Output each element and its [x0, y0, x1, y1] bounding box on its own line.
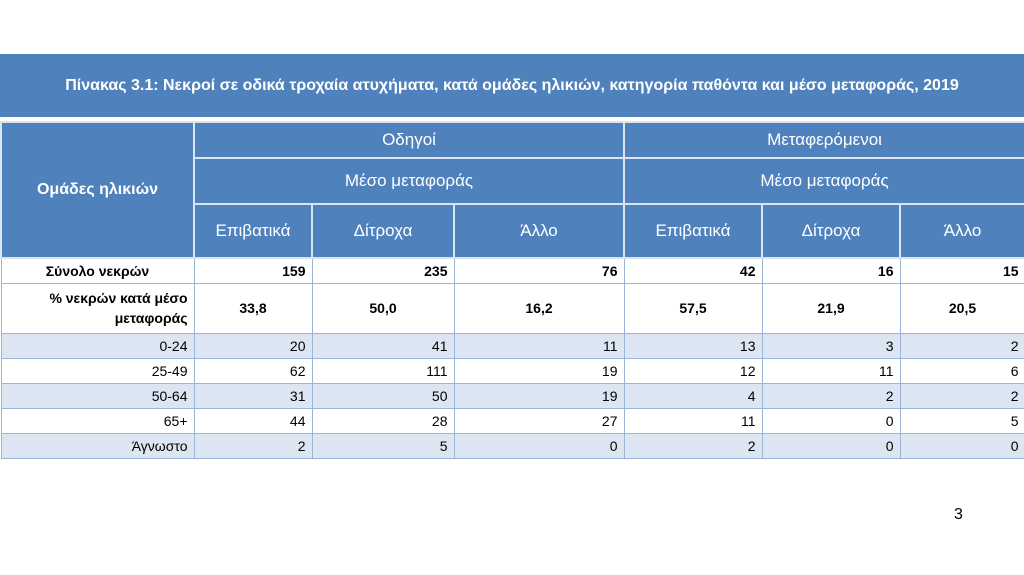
- cell: 0: [454, 433, 624, 458]
- cell: 16,2: [454, 283, 624, 333]
- cell: 11: [624, 408, 762, 433]
- table-row: [1, 283, 1024, 333]
- table-row: [1, 383, 1024, 408]
- table-title-text: Πίνακας 3.1: Νεκροί σε οδικά τροχαία ατυχήματα, κατά ομάδες ηλικιών, κατηγορία παθόντα και μέσο μεταφοράς, 2019: [65, 76, 959, 94]
- cell: 5: [312, 433, 454, 458]
- page-number: 3: [954, 506, 963, 523]
- cell: 20: [194, 333, 312, 358]
- row-label: 65+: [1, 408, 194, 433]
- cell: 62: [194, 358, 312, 383]
- cell: 5: [900, 408, 1024, 433]
- cell: 13: [624, 333, 762, 358]
- cell: 0: [900, 433, 1024, 458]
- header-drivers-mode: Μέσο μεταφοράς: [194, 158, 624, 204]
- table-title: [0, 54, 1024, 120]
- table-row: [1, 433, 1024, 458]
- cell: 159: [194, 258, 312, 283]
- row-label: % νεκρών κατά μέσο μεταφοράς: [1, 283, 194, 333]
- row-label: 50-64: [1, 383, 194, 408]
- table-row: [1, 408, 1024, 433]
- header-drivers: Οδηγοί: [194, 122, 624, 158]
- header-passengers-mode: Μέσο μεταφοράς: [624, 158, 1024, 204]
- cell: 20,5: [900, 283, 1024, 333]
- header-col-drivers-twowheelers: Δίτροχα: [312, 204, 454, 258]
- cell: 76: [454, 258, 624, 283]
- cell: 57,5: [624, 283, 762, 333]
- table-row: [1, 358, 1024, 383]
- cell: 50: [312, 383, 454, 408]
- header-passengers: Μεταφερόμενοι: [624, 122, 1024, 158]
- header-col-passengers-cars: Επιβατικά: [624, 204, 762, 258]
- cell: 15: [900, 258, 1024, 283]
- header-col-passengers-twowheelers: Δίτροχα: [762, 204, 900, 258]
- row-label: Άγνωστο: [1, 433, 194, 458]
- row-label: Σύνολο νεκρών: [1, 258, 194, 283]
- cell: 6: [900, 358, 1024, 383]
- table-row: [1, 258, 1024, 283]
- cell: 16: [762, 258, 900, 283]
- data-table: [0, 121, 1024, 459]
- cell: 28: [312, 408, 454, 433]
- cell: 11: [762, 358, 900, 383]
- header-col-drivers-cars: Επιβατικά: [194, 204, 312, 258]
- cell: 0: [762, 408, 900, 433]
- row-label: 0-24: [1, 333, 194, 358]
- header-col-drivers-other: Άλλο: [454, 204, 624, 258]
- cell: 111: [312, 358, 454, 383]
- header-col-passengers-other: Άλλο: [900, 204, 1024, 258]
- cell: 50,0: [312, 283, 454, 333]
- row-label: 25-49: [1, 358, 194, 383]
- cell: 12: [624, 358, 762, 383]
- cell: 27: [454, 408, 624, 433]
- cell: 2: [624, 433, 762, 458]
- cell: 31: [194, 383, 312, 408]
- cell: 4: [624, 383, 762, 408]
- cell: 19: [454, 358, 624, 383]
- cell: 2: [900, 333, 1024, 358]
- cell: 2: [194, 433, 312, 458]
- cell: 41: [312, 333, 454, 358]
- cell: 11: [454, 333, 624, 358]
- cell: 19: [454, 383, 624, 408]
- table-row: [1, 333, 1024, 358]
- cell: 2: [762, 383, 900, 408]
- cell: 2: [900, 383, 1024, 408]
- cell: 235: [312, 258, 454, 283]
- cell: 33,8: [194, 283, 312, 333]
- cell: 0: [762, 433, 900, 458]
- cell: 21,9: [762, 283, 900, 333]
- header-age-groups: Ομάδες ηλικιών: [1, 122, 194, 258]
- cell: 3: [762, 333, 900, 358]
- cell: 42: [624, 258, 762, 283]
- cell: 44: [194, 408, 312, 433]
